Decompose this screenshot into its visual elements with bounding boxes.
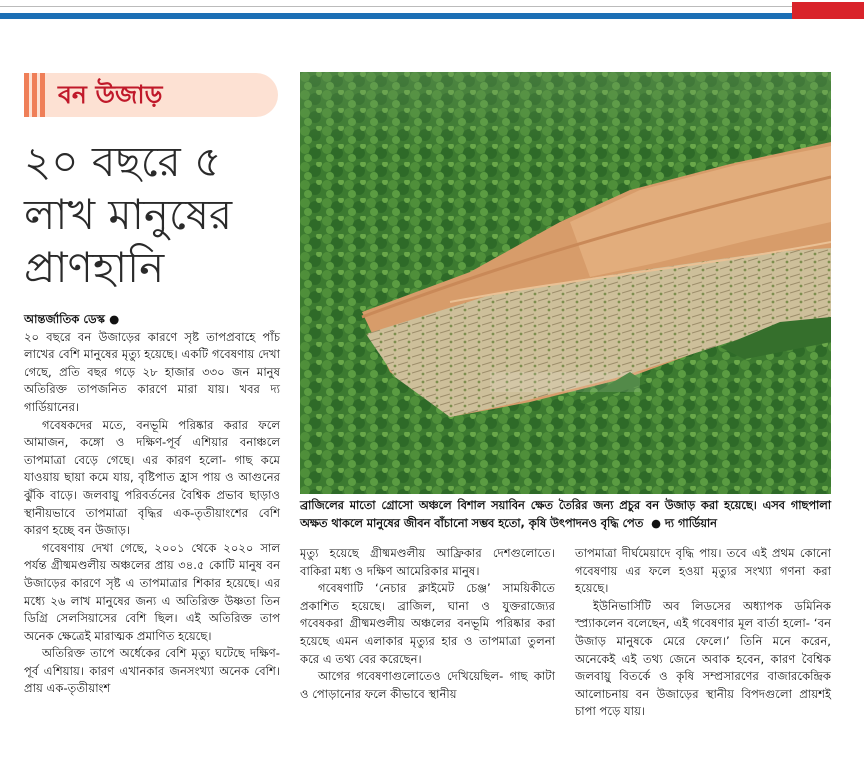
body-paragraph: গবেষকদের মতে, বনভূমি পরিষ্কার করার ফলে আমাজন, কঙ্গো ও দক্ষিণ-পূর্ব এশিয়ার বনাঞ্চলে তাপমাত্রা বেড়ে গেছে। এর কারণ হলো- গাছ কমে যাওয়ায় ছায়া কমে যায়, বৃষ্টিপাত হ্রাস পায় ও আগুনের ঝুঁকি বাড়ে। জলবায়ু পরিবর্তনের বৈশ্বিক প্রভাব ছাড়াও স্থানীয়ভাবে তাপমাত্রা বৃদ্ধির এক-তৃতীয়াংশের বেশি কারণ হচ্ছে বন উজাড়। xyxy=(24,417,280,538)
bullet-icon: ● xyxy=(647,517,661,530)
body-paragraph: ২০ বছরে বন উজাড়ের কারণে সৃষ্ট তাপপ্রবাহে পাঁচ লাখের বেশি মানুষের মৃত্যু হয়েছে। একটি গবেষণায় দেখা গেছে, প্রতি বছর গড়ে ২৮ হাজার ৩৩০ জন মানুষ অতিরিক্ত তাপজনিত কারণে মারা যায়। খবর দ্য গার্ডিয়ানের। xyxy=(24,329,280,414)
masthead-red-block xyxy=(792,2,864,19)
masthead-strip xyxy=(0,0,864,7)
body-paragraph: ইউনিভার্সিটি অব লিডসের অধ্যাপক ডমিনিক স্প্র্যাকলেন বলেছেন, এই গবেষণার মূল বার্তা হলো- ‘বন উজাড় মানুষকে মেরে ফেলে।’ তিনি মনে করেন, অনেকেই এই তথ্য জেনে অবাক হবেন, কারণ বৈশ্বিক জলবায়ু বিতর্কে ও কৃষি সম্প্রসারণের বাজারকেন্দ্রিক আলোচনায় বন উজাড়ের স্থানীয় বিপদগুলো প্রায়শই চাপা পড়ে যায়। xyxy=(575,598,831,719)
photo-credit: দ্য গার্ডিয়ান xyxy=(664,517,717,530)
body-paragraph: আগের গবেষণাগুলোতেও দেখিয়েছিল- গাছ কাটা ও পোড়ানোর ফলে কীভাবে স্থানীয় xyxy=(300,669,555,701)
body-paragraph: গবেষণায় দেখা গেছে, ২০০১ থেকে ২০২০ সাল পর্যন্ত গ্রীষ্মমণ্ডলীয় অঞ্চলের প্রায় ৩৪.৫ কোটি মানুষ বন উজাড়ের কারণে সৃষ্ট এ তাপমাত্রার শিকার হয়েছে। এর মধ্যে ২৬ লাখ মানুষের জন্য এ অতিরিক্ত উষ্ণতা তিন ডিগ্রি সেলসিয়াসের বেশি ছিল। এই অতিরিক্ত তাপ অনেক ক্ষেত্রেই মারাত্মক প্রমাণিত হয়েছে। xyxy=(24,540,280,643)
dateline-text: আন্তর্জাতিক ডেস্ক xyxy=(24,312,106,326)
article-headline: ২০ বছরে ৫ লাখ মানুষের প্রাণহানি xyxy=(24,137,233,292)
section-kicker xyxy=(24,73,278,117)
deforestation-photo xyxy=(300,72,831,494)
body-paragraph: মৃত্যু হয়েছে গ্রীষ্মমণ্ডলীয় আফ্রিকার দেশগুলোতে। বাকিরা মধ্য ও দক্ষিণ আমেরিকার মানুষ। xyxy=(300,546,555,578)
aerial-forest-clearing-image xyxy=(300,72,831,494)
kicker-stripe xyxy=(32,73,37,117)
kicker-stripe xyxy=(40,73,45,117)
caption-text: ব্রাজিলের মাতো গ্রোসো অঞ্চলে বিশাল সয়াবিন ক্ষেত তৈরির জন্য প্রচুর বন উজাড় করা হয়েছে। এসব গাছপালা অক্ষত থাকলে মানুষের জীবন বাঁচানো সম্ভব হতো, কৃষি উৎপাদনও বৃদ্ধি পেত xyxy=(300,499,831,530)
bullet-icon: ● xyxy=(109,312,120,326)
body-paragraph: গবেষণাটি ‘নেচার ক্লাইমেট চেঞ্জ’ সাময়িকীতে প্রকাশিত হয়েছে। ব্রাজিল, ঘানা ও যুক্তরাজ্যের গবেষকরা গ্রীষ্মমণ্ডলীয় অঞ্চলের বনভূমি পরিষ্কার করা হয়েছে এমন এলাকার মৃত্যুর হার ও তাপমাত্রা তুলনা করে এ তথ্য বের করেছেন। xyxy=(300,581,555,666)
article-column-left xyxy=(24,311,280,698)
photo-caption xyxy=(300,497,831,533)
kicker-label: বন উজাড় xyxy=(58,80,163,109)
body-paragraph: অতিরিক্ত তাপে অর্ধেকের বেশি মৃত্যু ঘটেছে দক্ষিণ-পূর্ব এশিয়ায়। কারণ এখানকার জনসংখ্যা অনেক বেশি। প্রায় এক-তৃতীয়াংশ xyxy=(24,646,280,696)
kicker-stripe xyxy=(24,73,29,117)
body-paragraph: তাপমাত্রা দীর্ঘমেয়াদে বৃদ্ধি পায়। তবে এই প্রথম কোনো গবেষণায় এর ফলে হওয়া মৃত্যুর সংখ্যা গণনা করা হয়েছে। xyxy=(575,546,831,596)
article-column-middle xyxy=(300,545,555,703)
dateline xyxy=(24,311,280,329)
masthead-blue-rule xyxy=(0,13,864,19)
article-column-right xyxy=(575,545,831,721)
